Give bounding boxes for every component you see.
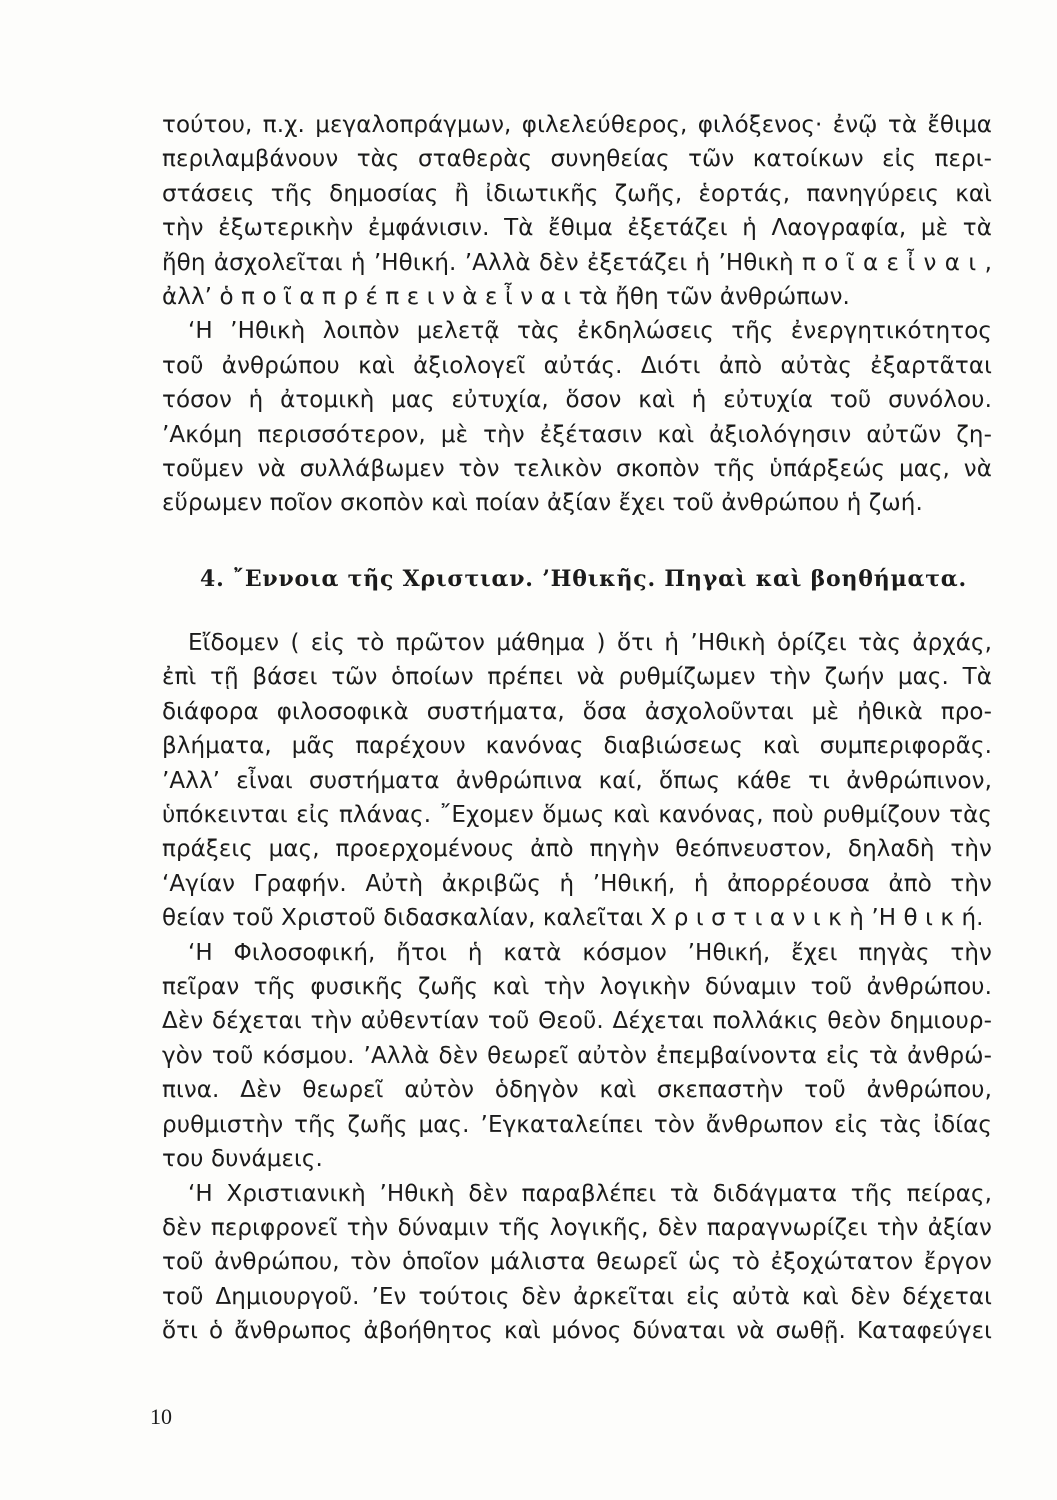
text-line: ‘Αγίαν Γραφήν. Αὐτὴ ἀκριβῶς ἡ ’Ηθική, ἡ ἀπορρέουσα ἀπὸ τὴν (162, 870, 992, 897)
text-line: ‘Η ’Ηθικὴ λοιπὸν μελετᾷ τὰς ἐκδηλώσεις τῆς ἐνεργητικότητος (188, 318, 992, 345)
text-line: τοῦ Δημιουργοῦ. ’Εν τούτοις δὲν ἀρκεῖται εἰς αὐτὰ καὶ δὲν δέχεται (162, 1283, 992, 1310)
text-line: ‘Η Χριστιανικὴ ’Ηθικὴ δὲν παραβλέπει τὰ διδάγματα τῆς πείρας, (188, 1180, 992, 1207)
text-block-bottom (162, 626, 992, 1349)
text-line: τούτου, π.χ. μεγαλοπράγμων, φιλελεύθερος, φιλόξενος· ἐνῷ τὰ ἔθιμα (162, 112, 992, 138)
text-line: ὑπόκεινται εἰς πλάνας. ῎Εχομεν ὅμως καὶ κανόνας, ποὺ ρυθμίζουν τὰς (162, 802, 992, 829)
text-line: πινα. Δὲν θεωρεῖ αὐτὸν ὁδηγὸν καὶ σκεπαστὴν τοῦ ἀνθρώπου, (162, 1077, 992, 1104)
page-number: 10 (150, 1404, 172, 1429)
text-line: στάσεις τῆς δημοσίας ἢ ἰδιωτικῆς ζωῆς, ἑορτάς, πανηγύρεις καὶ (162, 180, 992, 207)
text-block-top (162, 108, 992, 521)
text-line: ἀλλ’ ὁ π ο ῖ α π ρ έ π ε ι ν ὰ ε ἶ ν α ι τὰ ἤθη τῶν ἀνθρώπων. (162, 284, 850, 311)
text-line: ’Αλλ’ εἶναι συστήματα ἀνθρώπινα καί, ὅπως κάθε τι ἀνθρώπινον, (162, 767, 992, 794)
text-line: τοῦ ἀνθρώπου, τὸν ὁποῖον μάλιστα θεωρεῖ ὡς τὸ ἐξοχώτατον ἔργον (162, 1249, 992, 1276)
text-line: διάφορα φιλοσοφικὰ συστήματα, ὅσα ἀσχολοῦνται μὲ ἠθικὰ προ- (162, 698, 992, 725)
text-line: περιλαμβάνουν τὰς σταθερὰς συνηθείας τῶν κατοίκων εἰς περι- (162, 146, 992, 173)
text-line: γὸν τοῦ κόσμου. ’Αλλὰ δὲν θεωρεῖ αὐτὸν ἐπεμβαίνοντα εἰς τὰ ἀνθρώ- (162, 1042, 992, 1069)
text-line: δὲν περιφρονεῖ τὴν δύναμιν τῆς λογικῆς, δὲν παραγνωρίζει τὴν ἀξίαν (162, 1214, 992, 1241)
text-line: ἐπὶ τῇ βάσει τῶν ὁποίων πρέπει νὰ ρυθμίζωμεν τὴν ζωήν μας. Τὰ (162, 664, 992, 691)
text-line: τὴν ἐξωτερικὴν ἐμφάνισιν. Τὰ ἔθιμα ἐξετάζει ἡ Λαογραφία, μὲ τὰ (162, 215, 992, 242)
text-line: Εἴδομεν ( εἰς τὸ πρῶτον μάθημα ) ὅτι ἡ ’Ηθικὴ ὁρίζει τὰς ἀρχάς, (188, 630, 992, 656)
text-line: ‘Η Φιλοσοφική, ἤτοι ἡ κατὰ κόσμον ’Ηθική, ἔχει πηγὰς τὴν (188, 939, 992, 966)
text-line: εὕρωμεν ποῖον σκοπὸν καὶ ποίαν ἀξίαν ἔχει τοῦ ἀνθρώπου ἡ ζωή. (162, 490, 923, 517)
text-line: θείαν τοῦ Χριστοῦ διδασκαλίαν, καλεῖται Χ ρ ι σ τ ι α ν ι κ ὴ ’Η θ ι κ ή. (162, 905, 984, 932)
text-line: τοῦμεν νὰ συλλάβωμεν τὸν τελικὸν σκοπὸν τῆς ὑπάρξεώς μας, νὰ (162, 456, 992, 483)
text-line: βλήματα, μᾶς παρέχουν κανόνας διαβιώσεως καὶ συμπεριφορᾶς. (162, 733, 992, 760)
text-line: πράξεις μας, προερχομένους ἀπὸ πηγὴν θεόπνευστον, δηλαδὴ τὴν (162, 836, 992, 863)
section-heading: 4. ῎Εννοια τῆς Χριστιαν. ’Ηθικῆς. Πηγαὶ καὶ βοηθήματα. (200, 566, 967, 592)
text-line: τοῦ ἀνθρώπου καὶ ἀξιολογεῖ αὐτάς. Διότι ἀπὸ αὐτὰς ἐξαρτᾶται (162, 352, 992, 379)
text-line: ἤθη ἀσχολεῖται ἡ ’Ηθική. ’Αλλὰ δὲν ἐξετάζει ἡ ’Ηθικὴ π ο ῖ α ε ἶ ν α ι , (162, 249, 992, 276)
text-line: τόσον ἡ ἀτομικὴ μας εὐτυχία, ὅσον καὶ ἡ εὐτυχία τοῦ συνόλου. (162, 387, 992, 414)
text-line: πεῖραν τῆς φυσικῆς ζωῆς καὶ τὴν λογικὴν δύναμιν τοῦ ἀνθρώπου. (162, 974, 992, 1001)
text-line: ’Ακόμη περισσότερον, μὲ τὴν ἐξέτασιν καὶ ἀξιολόγησιν αὐτῶν ζη- (162, 421, 992, 448)
text-line: του δυνάμεις. (162, 1146, 323, 1173)
text-line: Δὲν δέχεται τὴν αὐθεντίαν τοῦ Θεοῦ. Δέχεται πολλάκις θεὸν δημιουρ- (162, 1008, 992, 1035)
text-line: ρυθμιστὴν τῆς ζωῆς μας. ’Εγκαταλείπει τὸν ἄνθρωπον εἰς τὰς ἰδίας (162, 1111, 992, 1138)
text-line: ὅτι ὁ ἄνθρωπος ἀβοήθητος καὶ μόνος δύναται νὰ σωθῇ. Καταφεύγει (162, 1318, 992, 1345)
